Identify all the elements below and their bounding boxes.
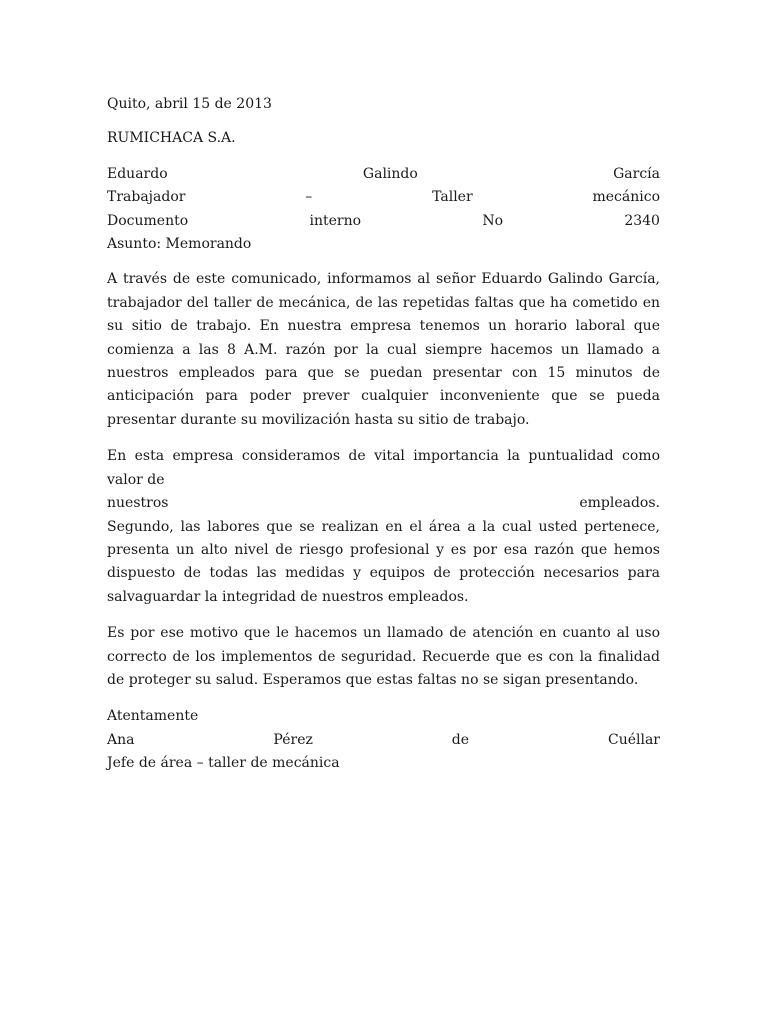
- document-word: No: [482, 212, 504, 229]
- body-paragraph-3: Es por ese motivo que le hacemos un llamado de atención en cuanto al uso correcto de los implementos de seguridad. Recuerde que es con la finalidad de proteger su salud. Esperamos que estas faltas no se sigan presentando.: [107, 625, 660, 688]
- document-number-line: [107, 210, 660, 233]
- signer-first-name: Ana: [107, 731, 135, 748]
- body-paragraph-2-rest: Segundo, las labores que se realizan en el área a la cual usted pertenece, presenta un alto nivel de riesgo profesional y es por esa razón que hemos dispuesto de todas las medidas y equipos de protección necesarios para salvaguardar la integridad de nuestros empleados.: [107, 518, 660, 605]
- document-number: 2340: [624, 212, 660, 229]
- signer-surname: Pérez: [273, 731, 313, 748]
- body-paragraph-2-spread-line: [107, 492, 660, 515]
- company-name: RUMICHACA S.A.: [107, 130, 236, 147]
- recipient-first-name: Eduardo: [107, 165, 168, 182]
- memo-document: [107, 93, 660, 776]
- paragraph-word: empleados.: [579, 495, 660, 512]
- signer-second-surname: Cuéllar: [607, 731, 660, 748]
- memo-subject: Asunto: Memorando: [107, 236, 252, 253]
- signer-name: [107, 729, 660, 752]
- role-word: Trabajador: [107, 189, 186, 206]
- recipient-role: [107, 186, 660, 209]
- document-word: Documento: [107, 212, 189, 229]
- spacer: [107, 116, 660, 127]
- recipient-last-name: García: [613, 165, 660, 182]
- role-word: Taller: [432, 189, 473, 206]
- role-dash: –: [305, 189, 313, 206]
- signer-particle: de: [451, 731, 470, 748]
- spacer: [107, 256, 660, 268]
- document-word: interno: [309, 212, 362, 229]
- spacer: [107, 692, 660, 705]
- role-word: mecánico: [592, 189, 660, 206]
- recipient-name: [107, 163, 660, 186]
- signer-title: Jefe de área – taller de mecánica: [107, 755, 340, 772]
- body-paragraph-1: A través de este comunicado, informamos al señor Eduardo Galindo García, trabajador del taller de mecánica, de las repetidas faltas que ha cometido en su sitio de trabajo. En nuestra empresa tenemos un horario laboral que comienza a las 8 A.M. razón por la cual siempre hacemos un llamado a nuestros empleados para que se puedan presentar con 15 minutos de anticipación para poder prever cualquier inconveniente que se pueda presentar durante su movilización hasta su sitio de trabajo.: [107, 271, 660, 428]
- paragraph-word: nuestros: [107, 495, 169, 512]
- spacer: [107, 609, 660, 622]
- spacer: [107, 151, 660, 163]
- memo-date: Quito, abril 15 de 2013: [107, 96, 272, 112]
- closing-salutation: Atentamente: [107, 708, 199, 725]
- body-paragraph-2-first-line: En esta empresa consideramos de vital importancia la puntualidad como valor de: [107, 448, 660, 488]
- recipient-middle-name: Galindo: [362, 165, 418, 182]
- spacer: [107, 432, 660, 445]
